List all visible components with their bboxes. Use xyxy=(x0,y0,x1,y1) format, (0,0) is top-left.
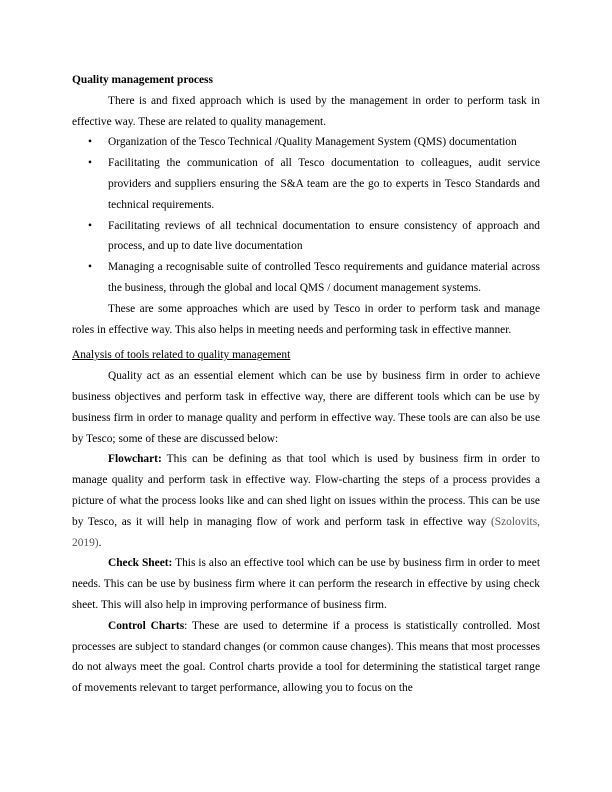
tools-intro-paragraph: Quality act as an essential element which can be use by business firm in order to achieve business objectives and perform task in effective way, there are different tools which can be use by business firm in order to manage quality and perform in effective way. These tools are can also be use by Tesco; some of these are discussed below: xyxy=(72,370,540,445)
flowchart-term: Flowchart: xyxy=(108,453,162,466)
page-content xyxy=(72,70,540,699)
list-item: • Managing a recognisable suite of controlled Tesco requirements and guidance material across the business, through the global and local QMS / document management systems. xyxy=(72,257,540,299)
intro-paragraph: There is and fixed approach which is used by the management in order to perform task in effective way. These are related to quality management. xyxy=(72,94,540,128)
list-item: • Facilitating the communication of all Tesco documentation to colleagues, audit service providers and suppliers ensuring the S&A team are the go to experts in Tesco Standards and technical requirements. xyxy=(72,153,540,215)
control-charts-term: Control Charts xyxy=(108,619,185,632)
flowchart-end: . xyxy=(98,536,102,549)
section-heading: Quality management process xyxy=(72,74,213,86)
list-item: • Organization of the Tesco Technical /Quality Management System (QMS) documentation xyxy=(72,132,540,153)
control-charts-text: : These are used to determine if a process is statistically controlled. Most processes are subject to standard changes (or common cause changes). This means that most processes do not always meet the goal. Control charts provide a tool for determining the statistical target range of movements relevant to target performance, allowing you to focus on the xyxy=(72,619,540,695)
control-charts-paragraph xyxy=(72,616,540,699)
list-item: • Facilitating reviews of all technical documentation to ensure consistency of approach and process, and up to date live documentation xyxy=(72,216,540,258)
flowchart-text: This can be defining as that tool which is used by business firm in order to manage quality and perform task in effective way. Flow-charting the steps of a process provides a picture of what the process looks like and can shed light on issues within the process. This can be use by Tesco, as it will help in managing flow of work and perform task in effective way xyxy=(72,453,540,528)
check-sheet-term: Check Sheet: xyxy=(108,557,173,570)
summary-paragraph: These are some approaches which are used by Tesco in order to perform task and manage roles in effective way. This also helps in meeting needs and performing task in effective manner. xyxy=(72,302,540,336)
check-sheet-paragraph xyxy=(72,553,540,615)
flowchart-paragraph xyxy=(72,449,540,553)
check-sheet-text: This is also an effective tool which can be use by business firm in order to meet needs. This can be use by business firm where it can perform the research in effective by using check sheet. This will also help in improving performance of business firm. xyxy=(72,557,540,611)
flowchart-citation: (Szolovits, 2019) xyxy=(72,515,540,549)
section-subheading: Analysis of tools related to quality management xyxy=(72,349,291,362)
approach-list xyxy=(72,132,540,298)
